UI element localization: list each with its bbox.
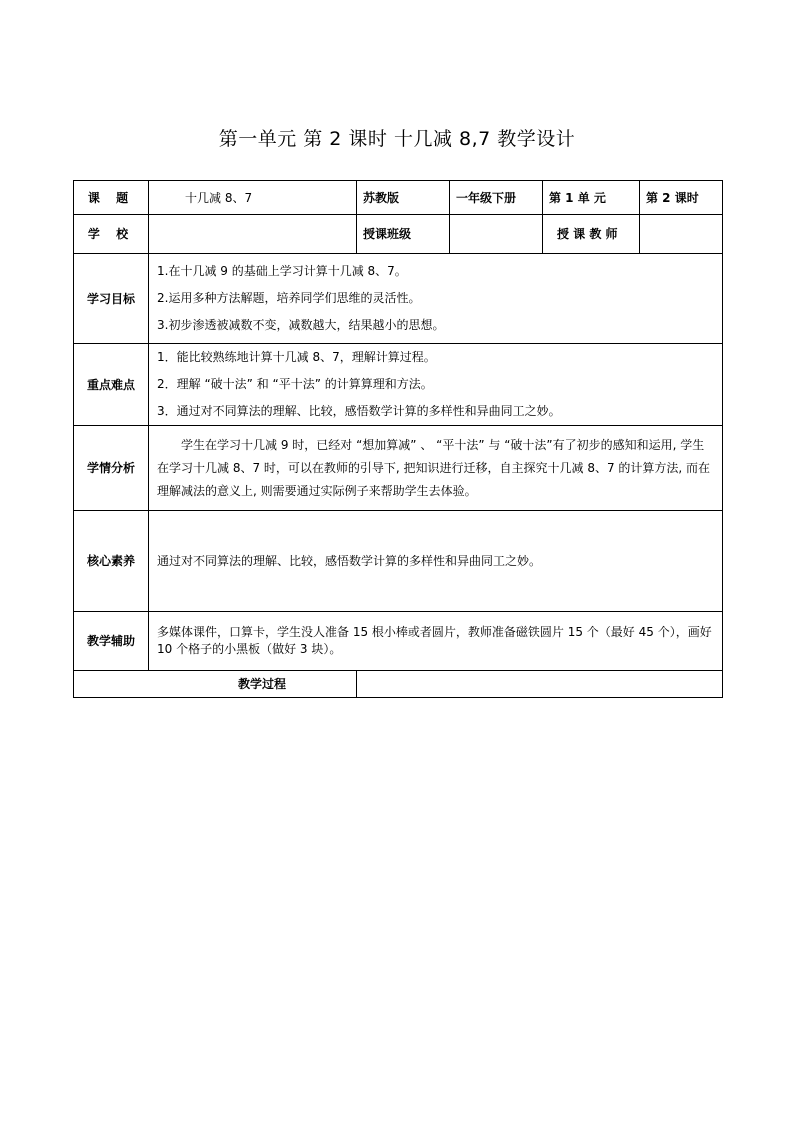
row-aids: [74, 612, 723, 671]
aids-label: 教学辅助: [74, 612, 149, 671]
teacher-label: 授 课 教 师: [543, 215, 640, 254]
core-label: 核心素养: [74, 511, 149, 612]
lesson-plan-table: [73, 180, 723, 698]
teacher-value: [640, 215, 723, 254]
lesson-cell: 第 2 课时: [640, 181, 723, 215]
key-point-item: 1．能比较熟练地计算十几减 8、7，理解计算过程。: [157, 350, 436, 364]
page-title: 第一单元 第 2 课时 十几减 8,7 教学设计: [218, 128, 576, 150]
core-text: 通过对不同算法的理解、比较，感悟数学计算的多样性和异曲同工之妙。: [149, 511, 723, 612]
grade-cell: 一年级下册: [450, 181, 543, 215]
topic-label: 课 题: [74, 181, 149, 215]
topic-value: 十几减 8、7: [149, 181, 357, 215]
analysis-label: 学情分析: [74, 426, 149, 511]
aids-text: 多媒体课件，口算卡，学生没人准备 15 根小棒或者圆片，教师准备磁铁圆片 15 个（最好 45 个），画好 10 个格子的小黑板（做好 3 块）。: [149, 612, 723, 671]
process-label: 教学过程: [74, 671, 357, 698]
class-label: 授课班级: [357, 215, 450, 254]
analysis-text: 学生在学习十几减 9 时，已经对 “想加算减” 、 “平十法” 与 “破十法”有了初步的感知和运用, 学生在学习十几减 8、7 时，可以在教师的引导下, 把知识进行迁移，自主探究十几减 8、7 的计算方法, 而在理解减法的意义上, 则需要通过实际例子来帮助学生去体验。: [157, 437, 711, 498]
row-core: [74, 511, 723, 612]
goal-item: 3.初步渗透被减数不变，减数越大，结果越小的思想。: [157, 318, 445, 332]
key-points-content: [149, 344, 723, 426]
process-spacer: [357, 671, 723, 698]
class-value: [450, 215, 543, 254]
goal-item: 2.运用多种方法解题，培养同学们思维的灵活性。: [157, 291, 421, 305]
row-process: [74, 671, 723, 698]
key-point-item: 3．通过对不同算法的理解、比较，感悟数学计算的多样性和异曲同工之妙。: [157, 404, 561, 418]
row-goals: [74, 254, 723, 344]
publisher-cell: 苏教版: [357, 181, 450, 215]
key-point-item: 2．理解 “破十法” 和 “平十法” 的计算算理和方法。: [157, 377, 433, 391]
row-key-points: [74, 344, 723, 426]
analysis-content: [149, 426, 723, 511]
goal-item: 1.在十几减 9 的基础上学习计算十几减 8、7。: [157, 264, 407, 278]
unit-cell: 第 1 单 元: [543, 181, 640, 215]
key-points-label: 重点难点: [74, 344, 149, 426]
goals-content: [149, 254, 723, 344]
row-analysis: [74, 426, 723, 511]
school-value: [149, 215, 357, 254]
row-topic: [74, 181, 723, 215]
row-school: [74, 215, 723, 254]
school-label: 学 校: [74, 215, 149, 254]
goals-label: 学习目标: [74, 254, 149, 344]
